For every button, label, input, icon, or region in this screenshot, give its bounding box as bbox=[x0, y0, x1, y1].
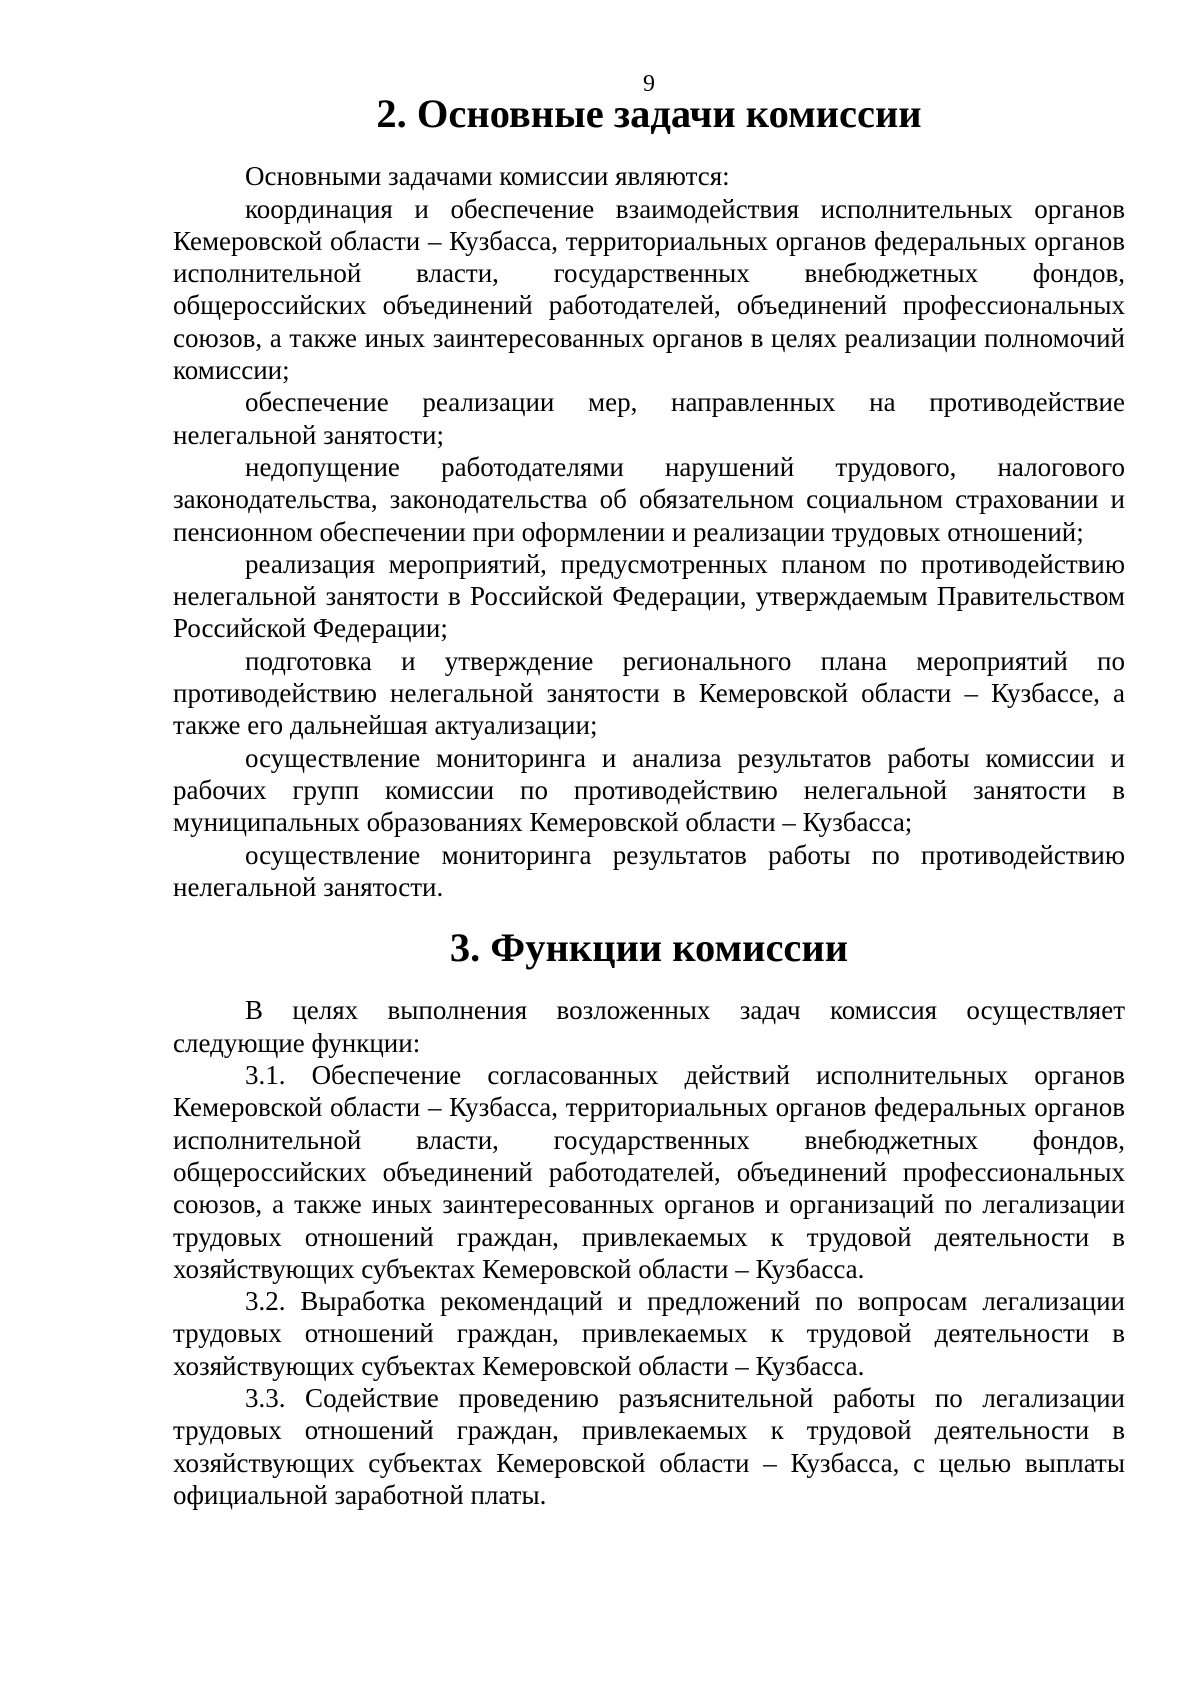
page-number: 9 bbox=[643, 71, 655, 97]
section-2-title: 2. Основные задачи комиссии bbox=[376, 91, 922, 136]
section-2-paragraph: Основными задачами комиссии являются: bbox=[245, 161, 730, 192]
page-content bbox=[173, 70, 1125, 1511]
section-2-paragraph: осуществление мониторинга результатов работы по противодействию нелегальной занятости. bbox=[173, 839, 1125, 902]
section-3-body bbox=[173, 994, 1125, 1511]
section-2-body bbox=[173, 160, 1125, 903]
section-2-paragraph: недопущение работодателями нарушений трудового, налогового законодательства, законодательства об обязательном социальном страховании и пенсионном обеспечении при оформлении и реализации трудовых отношений; bbox=[173, 451, 1125, 547]
section-2-paragraph: координация и обеспечение взаимодействия исполнительных органов Кемеровской области – Кузбасса, территориальных органов федеральных органов исполнительной власти, государственных внебюджетных фондов, общероссийских объединений работодателей, объединений профессиональных союзов, а также иных заинтересованных органов в целях реализации полномочий комиссии; bbox=[173, 193, 1125, 386]
section-3-title: 3. Функции комиссии bbox=[449, 925, 849, 971]
section-3-paragraph: 3.2. Выработка рекомендаций и предложений по вопросам легализации трудовых отношений граждан, привлекаемых к трудовой деятельности в хозяйствующих субъектах Кемеровской области – Кузбасса. bbox=[173, 1286, 1125, 1381]
section-3-paragraph: 3.3. Содействие проведению разъяснительной работы по легализации трудовых отношений граждан, привлекаемых к трудовой деятельности в хозяйствующих субъектах Кемеровской области – Кузбасса, с целью выплаты официальной заработной платы. bbox=[173, 1382, 1125, 1510]
section-2-paragraph: реализация мероприятий, предусмотренных планом по противодействию нелегальной занятости в Российской Федерации, утверждаемым Правительством Российской Федерации; bbox=[173, 548, 1125, 644]
section-2-paragraph: обеспечение реализации мер, направленных на противодействие нелегальной занятости; bbox=[173, 387, 1125, 450]
section-3-paragraph: 3.1. Обеспечение согласованных действий исполнительных органов Кемеровской области – Кузбасса, территориальных органов федеральных органов исполнительной власти, государственных внебюджетных фондов, общероссийских объединений работодателей, объединений профессиональных союзов, а также иных заинтересованных органов и организаций по легализации трудовых отношений граждан, привлекаемых к трудовой деятельности в хозяйствующих субъектах Кемеровской области – Кузбасса. bbox=[173, 1060, 1125, 1284]
section-3-paragraph: В целях выполнения возложенных задач комиссия осуществляет следующие функции: bbox=[173, 995, 1125, 1058]
section-2-paragraph: подготовка и утверждение регионального плана мероприятий по противодействию нелегальной занятости в Кемеровской области – Кузбассе, а также его дальнейшая актуализации; bbox=[173, 645, 1125, 741]
section-2-paragraph: осуществление мониторинга и анализа результатов работы комиссии и рабочих групп комиссии по противодействию нелегальной занятости в муниципальных образованиях Кемеровской области – Кузбасса; bbox=[173, 742, 1125, 838]
